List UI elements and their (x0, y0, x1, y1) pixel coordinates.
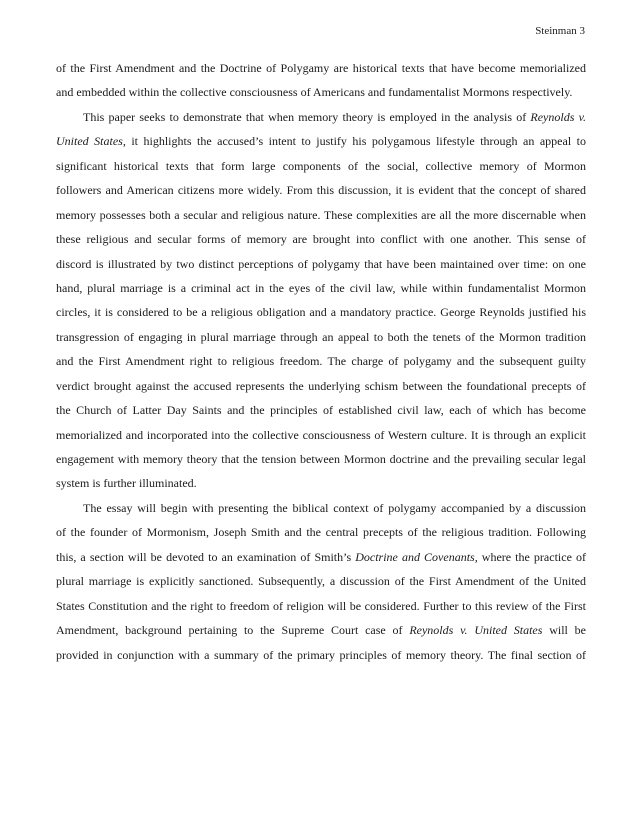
text-segment: system is further illuminated. (56, 476, 197, 491)
text-segment: The essay will begin with presenting the biblical context of polygamy accompanied by a discussion (83, 500, 586, 515)
document-body (56, 56, 586, 667)
text-segment: Amendment, background pertaining to the Supreme Court case of (56, 623, 410, 638)
text-segment: and embedded within the collective consciousness of Americans and fundamentalist Mormons respectively. (56, 85, 573, 100)
text-line (56, 300, 586, 324)
text-line (56, 276, 586, 300)
page-header (535, 24, 585, 38)
text-segment: and the First Amendment right to religious freedom. The charge of polygamy and the subsequent guilty (56, 354, 586, 369)
text-segment: followers and American citizens more widely. From this discussion, it is evident that the concept of shared (56, 183, 586, 198)
text-line (56, 594, 586, 618)
text-line (56, 398, 586, 422)
text-line (56, 154, 586, 178)
text-segment: of the founder of Mormonism, Joseph Smith and the central precepts of the religious tradition. Following (56, 525, 586, 540)
text-line (56, 252, 586, 276)
text-line (56, 471, 586, 495)
text-segment: memorialized and incorporated into the collective consciousness of Western culture. It is through an explicit (56, 427, 586, 442)
text-line (56, 203, 586, 227)
text-line (56, 423, 586, 447)
text-segment: significant historical texts that form large components of the social, collective memory of Mormon (56, 158, 586, 173)
italic-citation: United States (56, 134, 123, 149)
text-segment: , it highlights the accused’s intent to justify his polygamous lifestyle through an appeal to (122, 134, 586, 149)
text-line (56, 227, 586, 251)
text-line (56, 129, 586, 153)
text-line (56, 178, 586, 202)
text-segment: hand, plural marriage is a criminal act in the eyes of the civil law, while within fundamentalist Mormon (56, 280, 586, 295)
text-line (56, 618, 586, 642)
text-segment: will be (542, 623, 586, 638)
text-line (56, 545, 586, 569)
text-line (56, 325, 586, 349)
text-line (56, 447, 586, 471)
running-head-page-number: Steinman 3 (535, 25, 585, 37)
text-segment: This paper seeks to demonstrate that when memory theory is employed in the analysis of (83, 109, 531, 124)
text-line (56, 56, 586, 80)
text-segment: these religious and secular forms of memory are brought into conflict with one another. This sense of (56, 232, 586, 247)
italic-citation: Reynolds v. (530, 109, 586, 124)
text-segment: provided in conjunction with a summary of the primary principles of memory theory. The final section of (56, 647, 586, 662)
text-segment: of the First Amendment and the Doctrine of Polygamy are historical texts that have become memorialized (56, 61, 586, 75)
text-segment: this, a section will be devoted to an examination of Smith’s (56, 549, 356, 564)
text-line (56, 520, 586, 544)
text-line (56, 80, 586, 104)
text-segment: memory possesses both a secular and religious nature. These complexities are all the more discernable when (56, 207, 586, 222)
italic-citation: Doctrine and Covenants, (355, 549, 478, 564)
text-segment: the Church of Latter Day Saints and the principles of established civil law, each of which has become (56, 403, 586, 418)
paragraph-first-line (56, 496, 586, 520)
text-segment: discord is illustrated by two distinct perceptions of polygamy that have been maintained over time: on one (56, 256, 586, 271)
text-line (56, 374, 586, 398)
italic-citation: Reynolds v. United States (409, 623, 543, 638)
text-segment: transgression of engaging in plural marriage through an appeal to both the tenets of the Mormon tradition (56, 329, 586, 344)
text-line (56, 569, 586, 593)
text-segment: verdict brought against the accused represents the underlying schism between the foundational precepts of (56, 378, 586, 393)
text-segment: States Constitution and the right to freedom of religion will be considered. Further to this review of the First (56, 598, 586, 613)
text-segment: engagement with memory theory that the tension between Mormon doctrine and the prevailing secular legal (56, 452, 586, 466)
text-segment: plural marriage is explicitly sanctioned. Subsequently, a discussion of the First Amendment of the United (56, 574, 586, 589)
text-line (56, 349, 586, 373)
text-segment: circles, it is considered to be a religious obligation and a mandatory practice. George Reynolds justified his (56, 305, 586, 320)
paragraph-first-line (56, 105, 586, 129)
text-line (56, 643, 586, 667)
text-segment: where the practice of (477, 549, 586, 564)
